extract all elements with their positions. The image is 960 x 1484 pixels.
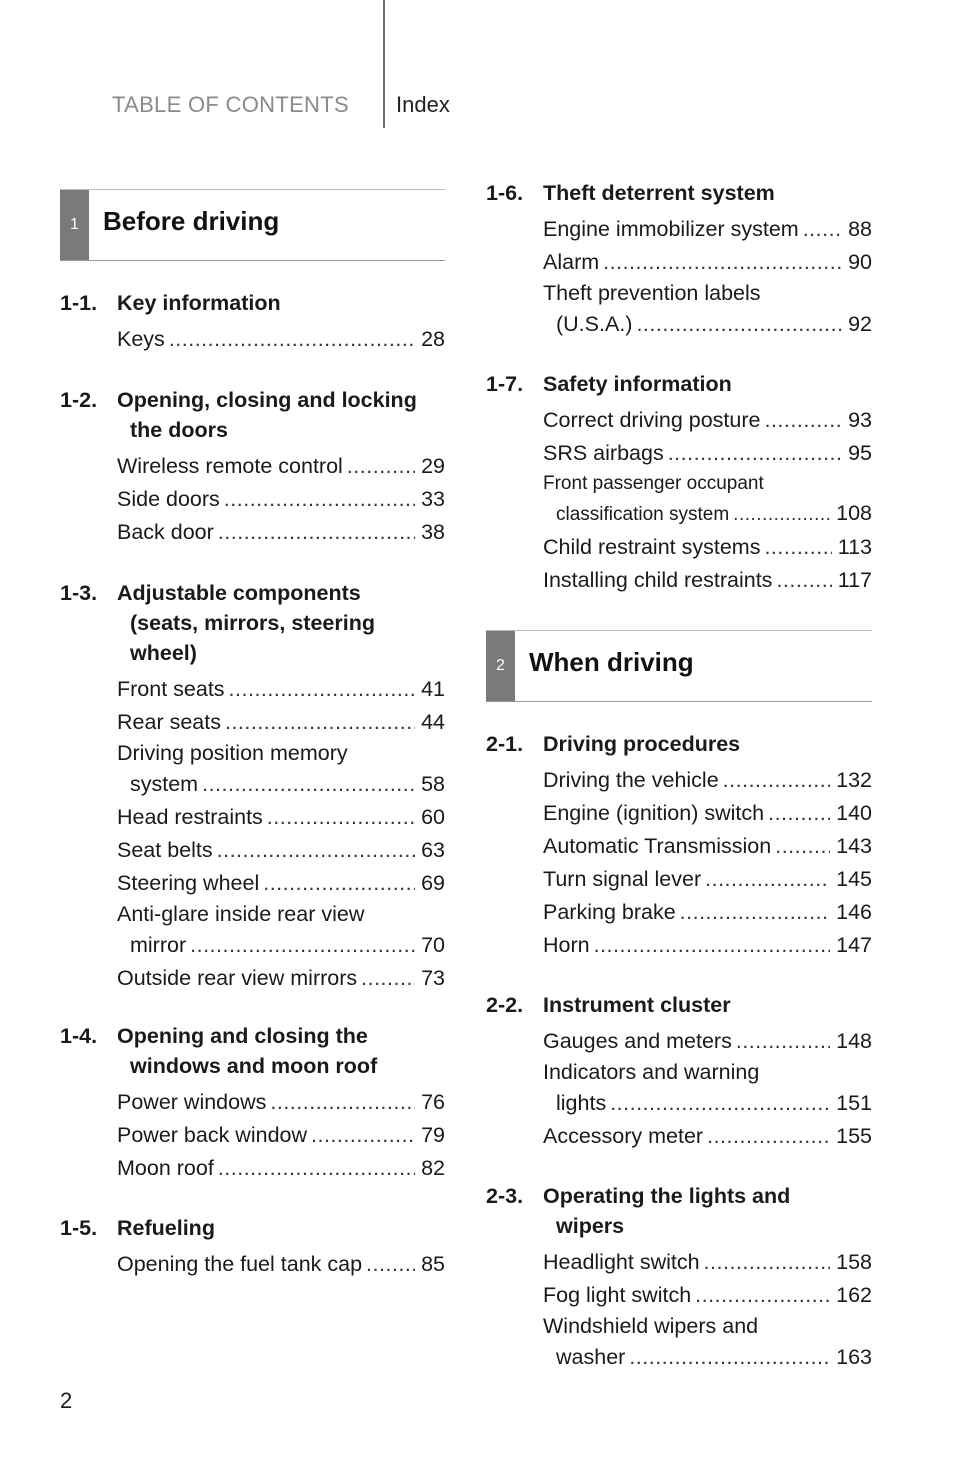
group-title: Theft deterrent system	[543, 181, 775, 205]
group-number: 2-1.	[486, 732, 524, 756]
group-heading[interactable]	[486, 178, 872, 208]
toc-entry[interactable]: Parking brake ..... 146	[543, 896, 872, 929]
section-number-badge: 1	[60, 190, 89, 260]
toc-group-2-3	[486, 1181, 872, 1374]
group-title: Key information	[117, 291, 281, 315]
group-title: Operating the lights and wipers	[543, 1184, 791, 1238]
index-link[interactable]: Index	[396, 92, 450, 117]
toc-group-1-3	[60, 578, 445, 995]
toc-entry[interactable]: Anti-glare inside rear view mirror ..... 70	[117, 900, 445, 962]
toc-entry[interactable]: Horn ..... 147	[543, 929, 872, 962]
toc-entry[interactable]: Driving the vehicle ..... 132	[543, 764, 872, 797]
group-number: 1-7.	[486, 372, 524, 396]
toc-entry[interactable]: Steering wheel ..... 69	[117, 867, 445, 900]
group-number: 1-2.	[60, 388, 98, 412]
group-title: Driving procedures	[543, 732, 741, 756]
group-number: 1-6.	[486, 181, 524, 205]
toc-entry[interactable]: Wireless remote control ..... 29	[117, 450, 445, 483]
toc-entry[interactable]: Child restraint systems ..... 113	[543, 531, 872, 564]
toc-entry[interactable]: Back door ..... 38	[117, 516, 445, 549]
group-number: 1-5.	[60, 1216, 98, 1240]
toc-entry[interactable]: Engine immobilizer system ..... 88	[543, 213, 872, 246]
toc-group-2-2	[486, 990, 872, 1153]
group-heading[interactable]	[486, 990, 872, 1020]
toc-group-1-1	[60, 288, 445, 356]
toc-entry[interactable]: Head restraints ..... 60	[117, 801, 445, 834]
group-heading[interactable]	[486, 1181, 872, 1241]
toc-entry[interactable]: Correct driving posture ..... 93	[543, 404, 872, 437]
group-number: 1-1.	[60, 291, 98, 315]
group-number: 2-3.	[486, 1184, 524, 1208]
toc-entry[interactable]: Engine (ignition) switch ..... 140	[543, 797, 872, 830]
group-heading[interactable]	[60, 1021, 445, 1081]
group-heading[interactable]	[60, 385, 445, 445]
toc-group-1-2	[60, 385, 445, 549]
section-number-badge: 2	[486, 631, 515, 701]
section-title: When driving	[529, 647, 694, 677]
toc-entry[interactable]: Front seats ..... 41	[117, 673, 445, 706]
toc-link[interactable]: TABLE OF CONTENTS	[112, 92, 349, 117]
group-heading[interactable]	[486, 729, 872, 759]
section-title: Before driving	[103, 206, 280, 236]
toc-entry[interactable]: Gauges and meters ..... 148	[543, 1025, 872, 1058]
section-header-when-driving	[486, 630, 872, 702]
group-heading[interactable]	[60, 578, 445, 668]
page-number: 2	[60, 1388, 73, 1413]
toc-entry[interactable]: Driving position memory system ..... 58	[117, 739, 445, 801]
toc-entry[interactable]: Outside rear view mirrors ..... 73	[117, 962, 445, 995]
toc-entry[interactable]: Windshield wipers and washer ..... 163	[543, 1312, 872, 1374]
toc-group-1-4	[60, 1021, 445, 1185]
toc-entry[interactable]: Opening the fuel tank cap ..... 85	[117, 1248, 445, 1281]
group-number: 2-2.	[486, 993, 524, 1017]
toc-entry[interactable]: SRS airbags ..... 95	[543, 437, 872, 470]
toc-entry[interactable]: Automatic Transmission ..... 143	[543, 830, 872, 863]
group-heading[interactable]	[486, 369, 872, 399]
group-number: 1-4.	[60, 1024, 98, 1048]
toc-entry[interactable]: Seat belts ..... 63	[117, 834, 445, 867]
nav-divider	[383, 0, 385, 128]
group-title: Adjustable components (seats, mirrors, steering wheel)	[117, 581, 375, 665]
toc-group-1-5	[60, 1213, 445, 1281]
toc-entry[interactable]: Alarm ..... 90	[543, 246, 872, 279]
group-title: Opening and closing the windows and moon roof	[117, 1024, 378, 1078]
toc-entry[interactable]: Side doors ..... 33	[117, 483, 445, 516]
section-header-before-driving	[60, 189, 445, 261]
toc-entry[interactable]: Front passenger occupant classification system ..... 108	[543, 470, 872, 531]
toc-entry[interactable]: Installing child restraints ..... 117	[543, 564, 872, 597]
toc-entry[interactable]: Power windows ..... 76	[117, 1086, 445, 1119]
group-heading[interactable]	[60, 288, 445, 318]
toc-group-1-6	[486, 178, 872, 341]
group-title: Instrument cluster	[543, 993, 731, 1017]
group-number: 1-3.	[60, 581, 98, 605]
toc-entry[interactable]: Rear seats ..... 44	[117, 706, 445, 739]
toc-entry[interactable]: Keys ..... 28	[117, 323, 445, 356]
toc-entry[interactable]: Fog light switch ..... 162	[543, 1279, 872, 1312]
toc-entry[interactable]: Moon roof ..... 82	[117, 1152, 445, 1185]
toc-entry[interactable]: Power back window ..... 79	[117, 1119, 445, 1152]
toc-entry[interactable]: Indicators and warning lights ..... 151	[543, 1058, 872, 1120]
toc-entry[interactable]: Turn signal lever ..... 145	[543, 863, 872, 896]
toc-group-2-1	[486, 729, 872, 962]
group-title: Opening, closing and locking the doors	[117, 388, 417, 442]
toc-entry[interactable]: Accessory meter ..... 155	[543, 1120, 872, 1153]
toc-group-1-7	[486, 369, 872, 597]
group-title: Refueling	[117, 1216, 215, 1240]
group-title: Safety information	[543, 372, 732, 396]
group-heading[interactable]	[60, 1213, 445, 1243]
toc-entry[interactable]: Theft prevention labels (U.S.A.) ..... 92	[543, 279, 872, 341]
toc-entry[interactable]: Headlight switch ..... 158	[543, 1246, 872, 1279]
